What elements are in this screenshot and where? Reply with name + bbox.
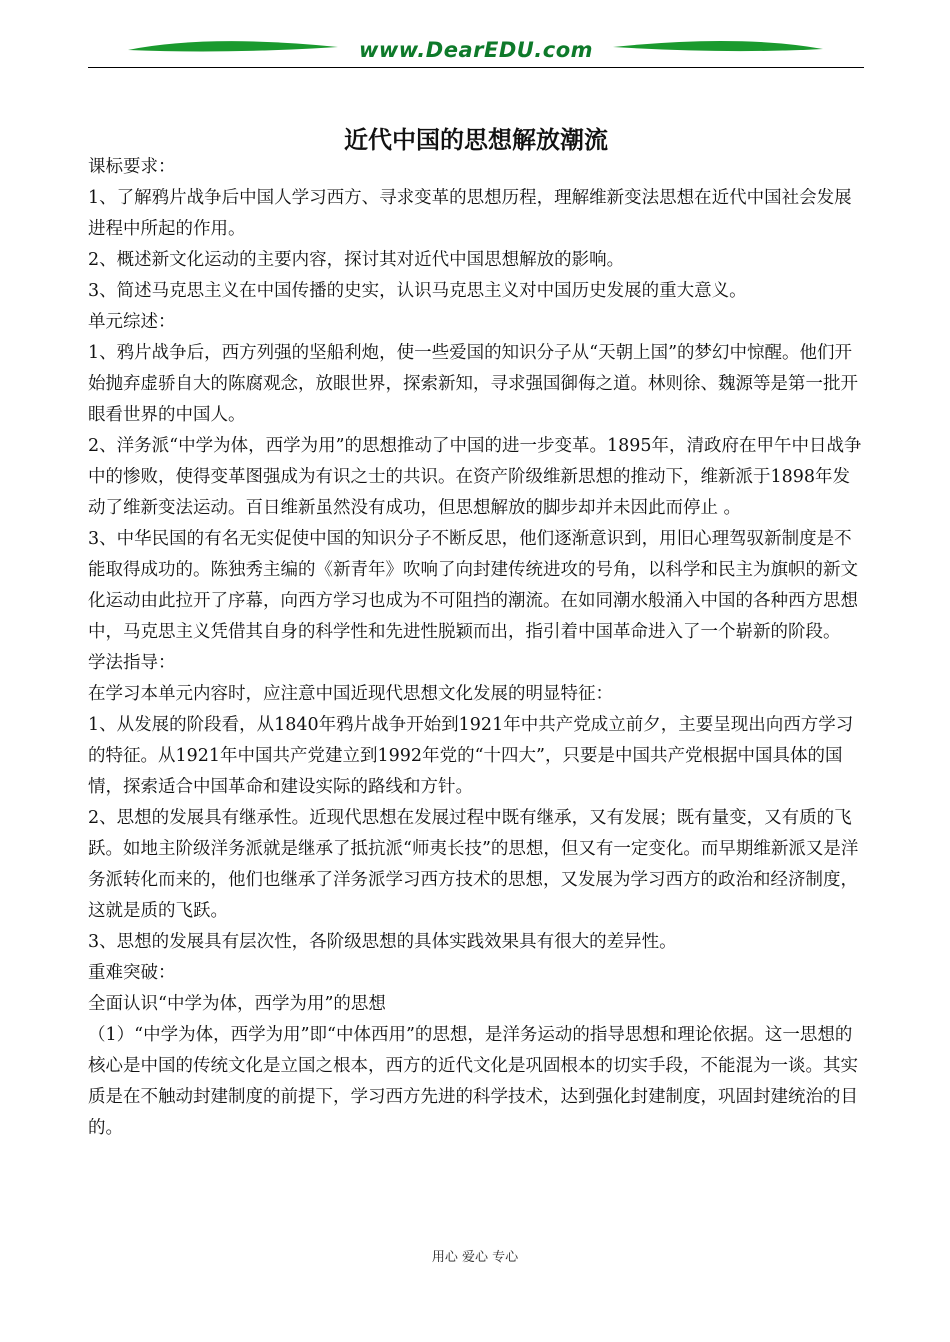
- paragraph: 3、思想的发展具有层次性，各阶级思想的具体实践效果具有很大的差异性。: [88, 932, 677, 952]
- document-title: 近代中国的思想解放潮流: [344, 125, 608, 154]
- paragraph: 2、洋务派“中学为体，西学为用”的思想推动了中国的进一步变革。1895年，清政府在甲午中日战争中的惨败，使得变革图强成为有识之士的共识。在资产阶级维新思想的推动下，维新派于1898年发动了维新变法运动。百日维新虽然没有成功，但思想解放的脚步却并未因此而停止 。: [88, 436, 862, 518]
- page-header: [88, 30, 864, 70]
- paragraph: 全面认识“中学为体，西学为用”的思想: [88, 994, 386, 1014]
- paragraph: 3、简述马克思主义在中国传播的史实，认识马克思主义对中国历史发展的重大意义。: [88, 281, 747, 301]
- document-body: [88, 152, 864, 1144]
- section-heading-curriculum: 课标要求：: [88, 157, 176, 177]
- paragraph: 3、中华民国的有名无实促使中国的知识分子不断反思，他们逐渐意识到，用旧心理驾驭新制度是不能取得成功的。陈独秀主编的《新青年》吹响了向封建传统进攻的号角，以科学和民主为旗帜的新文化运动由此拉开了序幕，向西方学习也成为不可阻挡的潮流。在如同潮水般涌入中国的各种西方思想中，马克思主义凭借其自身的科学性和先进性脱颖而出，指引着中国革命进入了一个崭新的阶段。: [88, 529, 858, 642]
- paragraph: 2、思想的发展具有继承性。近现代思想在发展过程中既有继承，又有发展；既有量变，又有质的飞跃。如地主阶级洋务派就是继承了抵抗派“师夷长技”的思想，但又有一定变化。而早期维新派又是洋务派转化而来的，他们也继承了洋务派学习西方技术的思想，又发展为学习西方的政治和经济制度，这就是质的飞跃。: [88, 808, 859, 921]
- paragraph: 1、鸦片战争后，西方列强的坚船利炮，使一些爱国的知识分子从“天朝上国”的梦幻中惊醒。他们开始抛弃虚骄自大的陈腐观念，放眼世界，探索新知，寻求强国御侮之道。林则徐、魏源等是第一批开眼看世界的中国人。: [88, 343, 858, 425]
- paragraph: 2、概述新文化运动的主要内容，探讨其对近代中国思想解放的影响。: [88, 250, 625, 270]
- site-logo: www.DearEDU.com: [358, 38, 594, 62]
- paragraph: 在学习本单元内容时，应注意中国近现代思想文化发展的明显特征：: [88, 684, 613, 704]
- section-heading-study-guide: 学法指导：: [88, 653, 176, 673]
- paragraph: 1、从发展的阶段看，从1840年鸦片战争开始到1921年中共产党成立前夕，主要呈现出向西方学习的特征。从1921年中国共产党建立到1992年党的“十四大”，只要是中国共产党根据中国具体的国情，探索适合中国革命和建设实际的路线和方针。: [88, 715, 854, 797]
- section-heading-key-points: 重难突破：: [88, 963, 176, 983]
- page-footer: 用心 爱心 专心: [431, 1250, 519, 1265]
- header-rule: [88, 67, 864, 68]
- paragraph: （1）“中学为体，西学为用”即“中体西用”的思想，是洋务运动的指导思想和理论依据。这一思想的核心是中国的传统文化是立国之根本，西方的近代文化是巩固根本的切实手段，不能混为一谈。其实质是在不触动封建制度的前提下，学习西方先进的科学技术，达到强化封建制度，巩固封建统治的目的。: [88, 1025, 858, 1138]
- paragraph: 1、了解鸦片战争后中国人学习西方、寻求变革的思想历程，理解维新变法思想在近代中国社会发展进程中所起的作用。: [88, 188, 852, 239]
- section-heading-overview: 单元综述：: [88, 312, 176, 332]
